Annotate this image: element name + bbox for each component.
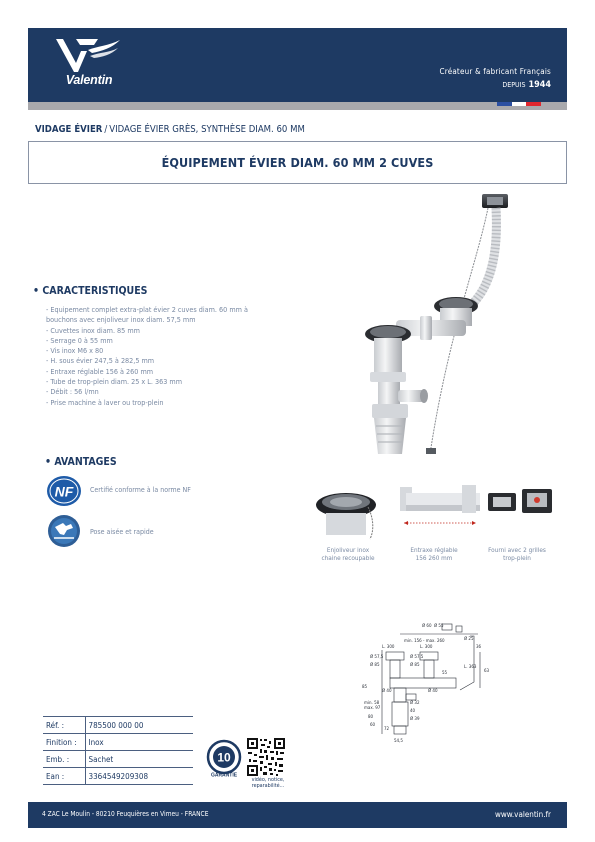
qr-caption-line: reparabilité...	[251, 783, 285, 790]
breadcrumb	[35, 124, 305, 135]
thumbnail-caption-3	[472, 546, 562, 563]
finish-value: Inox	[85, 734, 193, 751]
characteristic-item: - Entraxe réglable 156 à 260 mm	[46, 366, 154, 376]
characteristics-list	[46, 305, 296, 408]
caption-line: Entraxe réglable	[410, 546, 458, 554]
valentin-logo-icon	[54, 36, 124, 76]
since-year: 1944	[528, 80, 551, 90]
drawing-label: 40	[410, 708, 416, 713]
advantage-fit-text: Pose aisée et rapide	[90, 528, 154, 536]
drawing-label: 36	[476, 644, 482, 649]
brand-since	[502, 80, 551, 90]
drawing-label: Ø 25	[464, 636, 474, 641]
guarantee-text: GARANTIE	[210, 772, 238, 778]
fit-express-icon	[46, 514, 82, 548]
brand-name: Valentin	[65, 73, 113, 87]
product-title: ÉQUIPEMENT ÉVIER DIAM. 60 MM 2 CUVES	[161, 155, 434, 170]
breadcrumb-separator: /	[104, 124, 108, 135]
guarantee-10-years-icon	[206, 738, 242, 778]
drawing-label: min. 58	[364, 700, 380, 705]
characteristic-item: - Cuvettes inox diam. 85 mm	[46, 325, 140, 335]
product-image	[298, 186, 564, 472]
drawing-label: Ø 57,5	[410, 654, 424, 659]
qr-caption-line: vidéo, notice,	[251, 777, 285, 783]
drawing-label: Ø 85	[410, 662, 420, 667]
drawing-label: L. 363	[464, 664, 477, 669]
drawing-label: 63	[484, 668, 490, 673]
packaging-value: Sachet	[85, 751, 193, 768]
characteristic-item: - Serrage 0 à 55 mm	[46, 335, 113, 345]
drawing-label: 85	[362, 684, 368, 689]
table-row	[43, 768, 193, 785]
drawing-label: Ø 40	[428, 688, 438, 693]
thumbnail-caption-2	[389, 546, 479, 563]
footer-website-link[interactable]: www.valentin.fr	[494, 810, 551, 819]
drawing-label: 80	[368, 714, 374, 719]
flag-white	[512, 102, 527, 106]
table-row	[43, 717, 193, 734]
french-flag	[497, 102, 541, 106]
characteristic-item: - Tube de trop-plein diam. 25 x L. 363 mm	[46, 377, 183, 387]
guarantee-years: 10	[217, 750, 231, 765]
thumbnail-grilles	[482, 479, 562, 543]
flag-red	[526, 102, 541, 106]
ref-label: Réf. :	[43, 717, 85, 734]
header-stripe	[28, 102, 567, 110]
advantages-title: • AVANTAGES	[45, 456, 117, 468]
drawing-label: L. 300	[382, 644, 395, 649]
characteristic-item: - Equipement complet extra-plat évier 2 cuves diam. 60 mm à	[46, 305, 248, 314]
table-row	[43, 751, 193, 768]
drawing-label: Ø 60	[422, 623, 432, 628]
thumbnail-caption-1	[303, 546, 393, 563]
since-label: DEPUIS	[502, 81, 526, 89]
drawing-label: min. 156 - max. 260	[404, 638, 445, 643]
qr-code-icon[interactable]	[246, 737, 286, 777]
caption-line: trop-plein	[503, 554, 531, 563]
characteristics-title: • CARACTERISTIQUES	[33, 285, 148, 297]
ean-label: Ean :	[43, 768, 85, 785]
drawing-label: Ø 40	[382, 688, 392, 693]
packaging-label: Emb. :	[43, 751, 85, 768]
drawing-label: Ø 39	[410, 716, 420, 721]
reference-table	[43, 716, 193, 785]
drawing-label: 55	[442, 670, 448, 675]
breadcrumb-subcategory[interactable]: VIDAGE ÉVIER GRÈS, SYNTHÈSE DIAM. 60 MM	[109, 124, 305, 135]
caption-line: Fourni avec 2 grilles	[488, 546, 546, 554]
ref-value: 785500 000 00	[85, 717, 193, 734]
drawing-label: 72	[384, 726, 390, 731]
advantage-nf-text: Certifié conforme à la norme NF	[90, 486, 191, 494]
breadcrumb-category[interactable]: VIDAGE ÉVIER	[35, 124, 103, 135]
drawing-label: Ø 55	[434, 623, 444, 628]
nf-certification-icon	[46, 474, 82, 508]
characteristic-item: - Vis inox M6 x 80	[46, 346, 104, 356]
drawing-label: Ø 32	[410, 700, 420, 705]
drawing-label: L. 300	[420, 644, 433, 649]
characteristic-item: - Débit : 56 l/mn	[46, 387, 99, 397]
drawing-label: 54,5	[394, 738, 403, 743]
product-title-box	[28, 141, 567, 184]
thumbnail-spacing	[400, 479, 480, 543]
characteristic-item: - Prise machine à laver ou trop-plein	[46, 397, 164, 407]
drawing-label: Ø 57,5	[370, 654, 384, 659]
table-row	[43, 734, 193, 751]
caption-line: Enjoliveur inox	[326, 546, 370, 554]
svg-text:NF: NF	[54, 483, 74, 500]
thumbnail-escutcheon	[308, 479, 388, 543]
characteristic-item: - H. sous évier 247,5 à 282,5 mm	[46, 356, 155, 366]
drawing-label: max. 97	[364, 705, 381, 710]
brand-tagline: Créateur & fabricant Français	[439, 67, 551, 76]
finish-label: Finition :	[43, 734, 85, 751]
drawing-label: 60	[370, 722, 376, 727]
characteristic-item: bouchons avec enjoliveur inox diam. 57,5 mm	[46, 315, 196, 325]
drawing-label: Ø 85	[370, 662, 380, 667]
technical-drawing	[360, 622, 500, 750]
qr-caption	[240, 777, 296, 790]
ean-value: 3364549209308	[85, 768, 193, 785]
caption-line: chaine recoupable	[321, 554, 375, 563]
flag-blue	[497, 102, 512, 106]
caption-line: 156 260 mm	[415, 554, 453, 563]
footer-address: 4 ZAC Le Moulin - 80210 Feuquières en Vimeu - FRANCE	[42, 810, 209, 818]
